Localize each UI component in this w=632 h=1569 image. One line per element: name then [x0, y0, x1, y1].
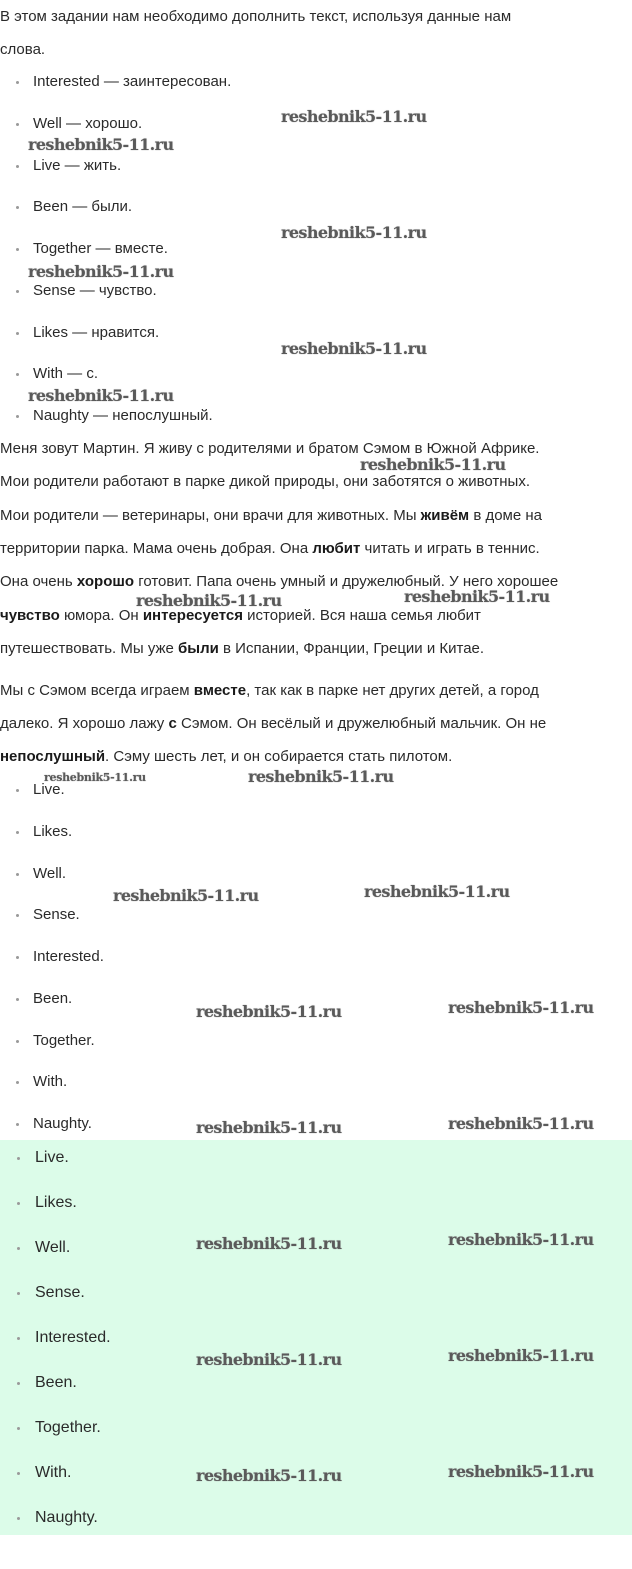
answer-text: With. — [35, 1464, 72, 1481]
watermark: reshebnik5-11.ru — [196, 1118, 342, 1137]
vocab-list-item — [16, 197, 132, 217]
highlighted-answer-item — [17, 1148, 69, 1168]
story-text: в доме на — [469, 507, 543, 524]
watermark: reshebnik5-11.ru — [448, 1462, 594, 1481]
vocab-list-item — [16, 406, 213, 426]
story-line — [0, 714, 546, 734]
watermark: reshebnik5-11.ru — [364, 882, 510, 901]
vocab-item-text: Interested — заинтересован. — [33, 73, 232, 90]
watermark: reshebnik5-11.ru — [448, 998, 594, 1017]
watermark: reshebnik5-11.ru — [448, 1346, 594, 1365]
answer-text: Together. — [33, 1031, 95, 1049]
highlighted-answer-item — [17, 1283, 85, 1303]
intro-line: слова. — [0, 41, 46, 58]
story-text: . Сэму шесть лет, и он собирается стать пилотом. — [105, 748, 453, 765]
watermark: reshebnik5-11.ru — [404, 587, 550, 606]
vocab-item-text: Together — вместе. — [33, 240, 168, 257]
vocab-list-item — [16, 114, 142, 134]
vocab-list-item — [16, 364, 98, 384]
watermark: reshebnik5-11.ru — [113, 886, 259, 905]
vocab-list-item — [16, 156, 121, 176]
vocab-list-item — [16, 239, 168, 259]
story-text: историей. Вся наша семья любит — [242, 607, 481, 624]
inserted-word: интересуется — [142, 607, 243, 624]
answer-text: Sense. — [33, 906, 80, 924]
story-line — [0, 747, 452, 767]
intro-line: В этом задании нам необходимо дополнить текст, используя данные нам — [0, 8, 512, 25]
answer-text: Been. — [33, 989, 73, 1007]
story-text: территории парка. Мама очень добрая. Она — [0, 540, 313, 557]
inserted-word: вместе — [193, 682, 247, 699]
highlighted-answer-item — [17, 1463, 71, 1483]
story-text: путешествовать. Мы уже — [0, 640, 179, 657]
vocab-item-text: Sense — чувство. — [33, 281, 157, 299]
answer-text: Together. — [35, 1419, 101, 1436]
story-text: , так как в парке нет других детей, а город — [246, 682, 539, 699]
answer-list-item — [16, 864, 66, 884]
highlighted-answer-item — [17, 1418, 101, 1438]
story-text: Сэмом. Он весёлый и дружелюбный мальчик. Он не — [176, 715, 547, 732]
highlighted-answer-item — [17, 1373, 77, 1393]
inserted-word: живём — [420, 507, 470, 524]
highlighted-answer-item — [17, 1328, 111, 1348]
watermark: reshebnik5-11.ru — [281, 339, 427, 358]
story-text: готовит. Папа очень умный и дружелюбный. У него хорошее — [134, 573, 559, 590]
watermark: reshebnik5-11.ru — [28, 262, 174, 281]
answer-text: Sense. — [35, 1284, 85, 1301]
story-line — [0, 506, 542, 526]
watermark: reshebnik5-11.ru — [281, 107, 427, 126]
answer-text: Live. — [35, 1149, 69, 1166]
answer-list-item — [16, 989, 72, 1009]
watermark: reshebnik5-11.ru — [196, 1002, 342, 1021]
answer-list-item — [16, 905, 80, 925]
highlighted-answer-item — [17, 1193, 77, 1213]
story-text: юмора. Он — [59, 607, 143, 624]
vocab-item-text: Naughty — непослушный. — [33, 407, 213, 424]
vocab-item-text: With — с. — [33, 365, 99, 383]
vocab-item-text: Likes — нравится. — [33, 323, 160, 341]
watermark: reshebnik5-11.ru — [196, 1234, 342, 1253]
answer-text: Well. — [33, 864, 67, 882]
inserted-word: непослушный — [0, 748, 106, 765]
answer-list-item — [16, 1114, 92, 1134]
watermark: reshebnik5-11.ru — [281, 223, 427, 242]
watermark: reshebnik5-11.ru — [28, 386, 174, 405]
vocab-item-text: Live — жить. — [33, 156, 122, 174]
watermark: reshebnik5-11.ru — [448, 1230, 594, 1249]
answer-text: Interested. — [33, 948, 104, 965]
watermark: reshebnik5-11.ru — [448, 1114, 594, 1133]
answer-text: Live. — [33, 781, 65, 798]
story-text: Она очень — [0, 573, 77, 590]
vocab-item-text: Been — были. — [33, 198, 133, 216]
story-text: Меня зовут Мартин. Я живу с родителями и братом Сэмом в Южной Африке. — [0, 440, 540, 457]
story-text: далеко. Я хорошо лажу — [0, 715, 169, 732]
watermark: reshebnik5-11.ru — [196, 1350, 342, 1369]
answer-text: Naughty. — [35, 1509, 98, 1526]
answer-text: With. — [33, 1073, 68, 1091]
story-line — [0, 681, 539, 701]
answer-text: Well. — [35, 1239, 71, 1256]
inserted-word: любит — [312, 540, 361, 557]
answer-list-item — [16, 1072, 67, 1092]
watermark: reshebnik5-11.ru — [360, 455, 506, 474]
inserted-word: с — [168, 715, 177, 732]
story-text: Мы с Сэмом всегда играем — [0, 682, 194, 699]
inserted-word: были — [178, 640, 219, 657]
answer-list-item — [16, 822, 72, 842]
watermark: reshebnik5-11.ru — [44, 771, 146, 784]
answer-text: Interested. — [35, 1329, 111, 1346]
highlighted-answer-item — [17, 1508, 98, 1528]
inserted-word: чувство — [0, 607, 60, 624]
story-text: Мои родители — ветеринары, они врачи для животных. Мы — [0, 507, 421, 524]
highlighted-answer-item — [17, 1238, 70, 1258]
story-text: Мои родители работают в парке дикой природы, они заботятся о животных. — [0, 473, 530, 490]
answer-text: Been. — [35, 1374, 77, 1391]
answer-list-item — [16, 1031, 95, 1051]
vocab-item-text: Well — хорошо. — [33, 114, 143, 132]
watermark: reshebnik5-11.ru — [28, 135, 174, 154]
watermark: reshebnik5-11.ru — [136, 591, 282, 610]
answer-list-item — [16, 947, 104, 967]
story-text: в Испании, Франции, Греции и Китае. — [218, 640, 485, 657]
story-line — [0, 639, 484, 659]
story-line — [0, 539, 540, 559]
inserted-word: хорошо — [76, 573, 135, 590]
answer-text: Naughty. — [33, 1115, 92, 1132]
story-line — [0, 472, 530, 492]
vocab-list-item — [16, 281, 157, 301]
answer-text: Likes. — [35, 1194, 77, 1211]
answer-text: Likes. — [33, 822, 73, 840]
vocab-list-item — [16, 323, 159, 343]
watermark: reshebnik5-11.ru — [248, 767, 394, 786]
story-text: читать и играть в теннис. — [360, 540, 540, 557]
watermark: reshebnik5-11.ru — [196, 1466, 342, 1485]
vocab-list-item — [16, 72, 231, 92]
